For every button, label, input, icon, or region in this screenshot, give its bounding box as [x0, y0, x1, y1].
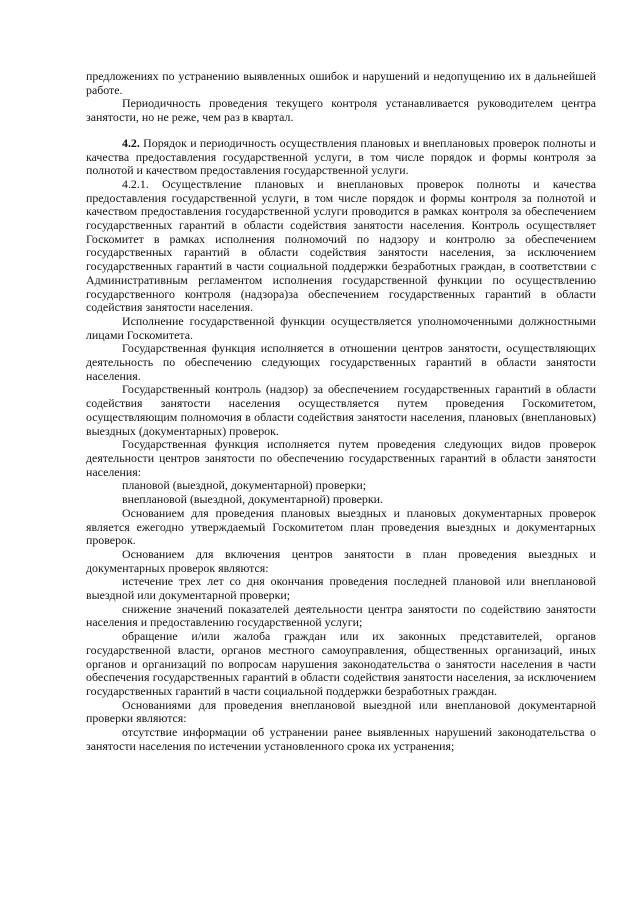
list-item: отсутствие информации об устранении ранее выявленных нарушений законодательства о занятости населения по истечении установленного срока их устранения;	[86, 725, 596, 753]
list-item: внеплановой (выездной, документарной) проверки.	[122, 492, 383, 507]
paragraph: Основанием для проведения плановых выездных и плановых документарных проверок является ежегодно утверждаемый Госкомитетом план проведения выездных и документарных проверок.	[86, 505, 596, 548]
section-heading	[86, 137, 596, 178]
list-item: истечение трех лет со дня окончания проведения последней плановой или внеплановой выездной или документарной проверки;	[86, 574, 596, 603]
section-heading-text: Порядок и периодичность осуществления плановых и внеплановых проверок полноты и качества предоставления государственной услуги, в том числе порядок и формы контроля за полнотой и качеством предоставления государственной услуги.	[86, 135, 596, 178]
section-number: 4.2.	[122, 135, 140, 150]
paragraph: Основанием для включения центров занятости в план проведения выездных и документарных проверок являются:	[86, 546, 596, 575]
paragraph: Государственная функция исполняется путем проведения следующих видов проверок деятельности центров занятости по обеспечению государственных гарантий в области занятости населения:	[86, 437, 596, 479]
list-item: снижение значений показателей деятельности центра занятости по содействию занятости населения и предоставлению государственной услуги;	[86, 601, 596, 630]
paragraph: Государственная функция исполняется в отношении центров занятости, осуществляющих деятельность по обеспечению следующих государственных гарантий в области занятости населения.	[86, 341, 596, 383]
list-item: плановой (выездной, документарной) проверки;	[122, 478, 367, 493]
paragraph: предложениях по устранению выявленных ошибок и нарушений и недопущению их в дальнейшей работе.	[86, 69, 596, 97]
paragraph: 4.2.1. Осуществление плановых и внеплановых проверок полноты и качества предоставления государственной услуги, в том числе порядок и формы контроля за полнотой и качеством предоставления государственной услуги проводится в рамках контроля за обеспечением государственных гарантий в области содействия занятости населения. Контроль осуществляет Госкомитет в рамках исполнения полномочий по надзору и контролю за обеспечением государственных гарантий в области содействия занятости населения, за исключением государственных гарантий в части социальной поддержки безработных граждан, в соответствии с Административным регламентом исполнения государственной функции по осуществлению государственного контроля (надзора)за обеспечением государственных гарантий в области содействия занятости населения.	[86, 176, 596, 315]
paragraph: Государственный контроль (надзор) за обеспечением государственных гарантий в области содействия занятости населения осуществляется путем проведения Госкомитетом, осуществляющим полномочия в области содействия занятости населения, плановых (внеплановых) выездных (документарных) проверок.	[86, 382, 596, 438]
paragraph: Исполнение государственной функции осуществляется уполномоченными должностными лицами Госкомитета.	[86, 313, 596, 342]
document-body	[86, 70, 596, 753]
paragraph: Основаниями для проведения внеплановой выездной или внеплановой документарной проверки являются:	[86, 697, 596, 726]
paragraph: Периодичность проведения текущего контроля устанавливается руководителем центра занятости, но не реже, чем раз в квартал.	[86, 96, 596, 125]
list-item: обращение и/или жалоба граждан или их законных представителей, органов государственной власти, органов местного самоуправления, общественных организаций, иных органов и организаций по вопросам нарушения законодательства о занятости населения в части обеспечения государственных гарантий в области содействия занятости населения, за исключением государственных гарантий в части социальной поддержки безработных граждан.	[86, 629, 596, 698]
